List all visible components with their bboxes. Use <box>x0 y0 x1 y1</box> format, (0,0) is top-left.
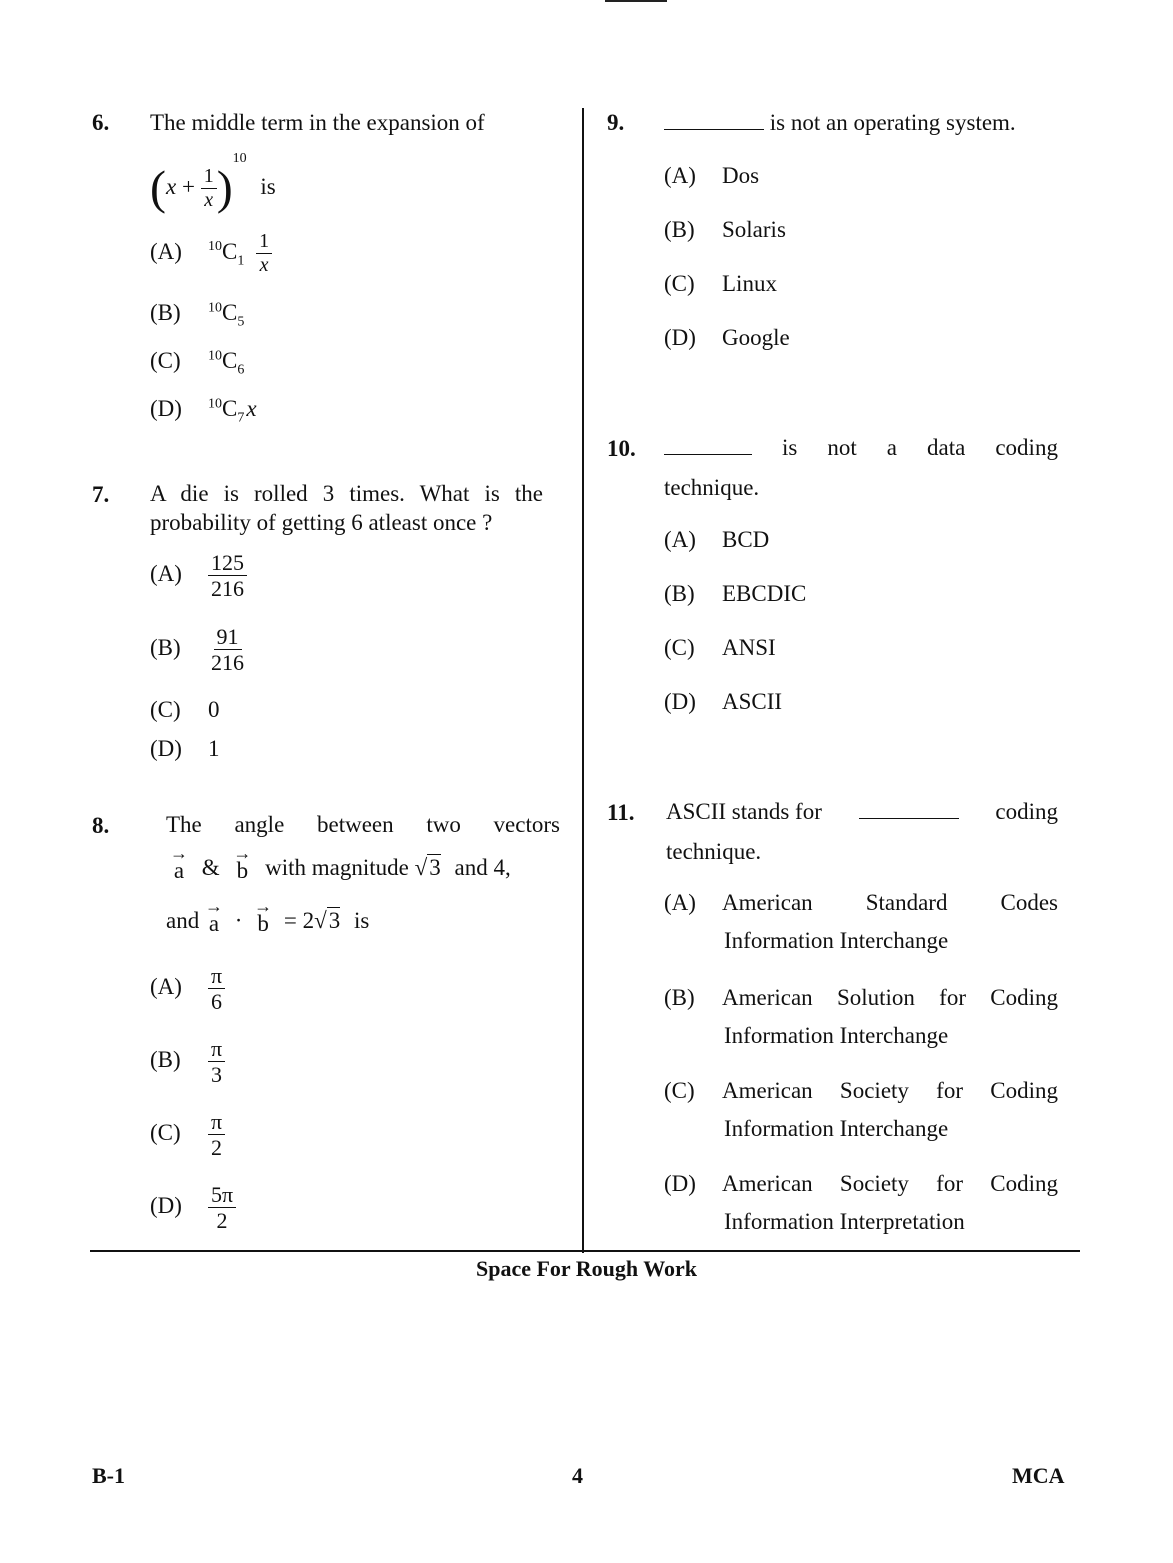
q8-option-d: (D) $\frac{5\pi}{2}$ <box>150 1182 236 1234</box>
q8-number: 8. <box>92 813 110 838</box>
q6-option-a: (A) $^{10}C_1$ $\frac{1}{x}$ <box>150 230 272 277</box>
q7-line1: A die is rolled 3 times. What is the <box>150 481 543 506</box>
q6-text: The middle term in the expansion of <box>150 110 485 135</box>
q11-number: 11. <box>607 800 635 825</box>
q8-line2: → a & → b with magnitude √3 and 4, <box>170 843 511 884</box>
q10-option-d: (D) ASCII <box>664 689 783 714</box>
q6-option-c: (C) $^{10}C_6$ <box>150 348 245 378</box>
q9-text: is not an operating system. <box>664 109 1016 137</box>
q7-line2: probability of getting 6 atleast once ? <box>150 510 493 535</box>
paper-code: B-1 <box>92 1463 125 1488</box>
q7-option-d: (D) 1 <box>150 736 220 761</box>
q11-line2: technique. <box>666 839 762 864</box>
bottom-rule <box>90 1250 1080 1252</box>
q11-option-c: (C) American Society for Coding Information Interchange <box>664 1078 1058 1141</box>
q9-option-d: (D) Google <box>664 325 790 350</box>
rough-work-label: Space For Rough Work <box>475 1256 698 1281</box>
q7-option-a: (A) $\frac{125}{216}$ <box>150 550 247 602</box>
q11-blank <box>859 818 959 819</box>
q10-option-a: (A) BCD <box>664 527 770 552</box>
subject-code: MCA <box>1012 1463 1065 1488</box>
q8-option-b: (B) $\frac{\pi}{3}$ <box>150 1036 225 1088</box>
q6-option-b: (B) $^{10}C_5$ <box>150 300 245 330</box>
q10-blank <box>664 454 752 455</box>
q10-option-c: (C) ANSI <box>664 635 776 660</box>
q10-line2: technique. <box>664 475 760 500</box>
q9-option-b: (B) Solaris <box>664 217 786 242</box>
q8-line1: The angle between two vectors <box>166 812 560 837</box>
q6-number: 6. <box>92 110 110 135</box>
q9-option-c: (C) Linux <box>664 271 777 296</box>
q9-number: 9. <box>607 110 625 135</box>
q7-number: 7. <box>92 482 110 507</box>
q11-option-d: (D) American Society for Coding Information Interpretation <box>664 1171 1058 1234</box>
q7-option-b: (B) $\frac{91}{216}$ <box>150 624 244 676</box>
q9-blank <box>664 129 764 130</box>
q8-option-a: (A) $\frac{\pi}{6}$ <box>150 963 225 1015</box>
q10-option-b: (B) EBCDIC <box>664 581 807 606</box>
top-rule <box>605 0 667 2</box>
q6-expression: (x + $\frac{1}{x}$ )$^{10}$ is <box>150 151 276 215</box>
q8-line3: and → a · → b = 2√3 is <box>166 896 370 937</box>
q11-option-a: (A) American Standard Codes Information Interchange <box>664 890 1058 953</box>
q11-line1: ASCII stands for coding <box>666 799 1058 824</box>
q10-line1: is not a data coding <box>664 434 1058 462</box>
q10-number: 10. <box>607 436 636 461</box>
q9-option-a: (A) Dos <box>664 163 760 188</box>
q7-option-c: (C) 0 <box>150 697 220 722</box>
q11-option-b: (B) American Solution for Coding Information Interchange <box>664 985 1058 1048</box>
column-divider <box>582 108 584 1253</box>
q6-option-d: (D) $^{10}C_7x$ <box>150 396 257 426</box>
q8-option-c: (C) $\frac{\pi}{2}$ <box>150 1109 225 1161</box>
page-number: 4 <box>572 1463 583 1488</box>
